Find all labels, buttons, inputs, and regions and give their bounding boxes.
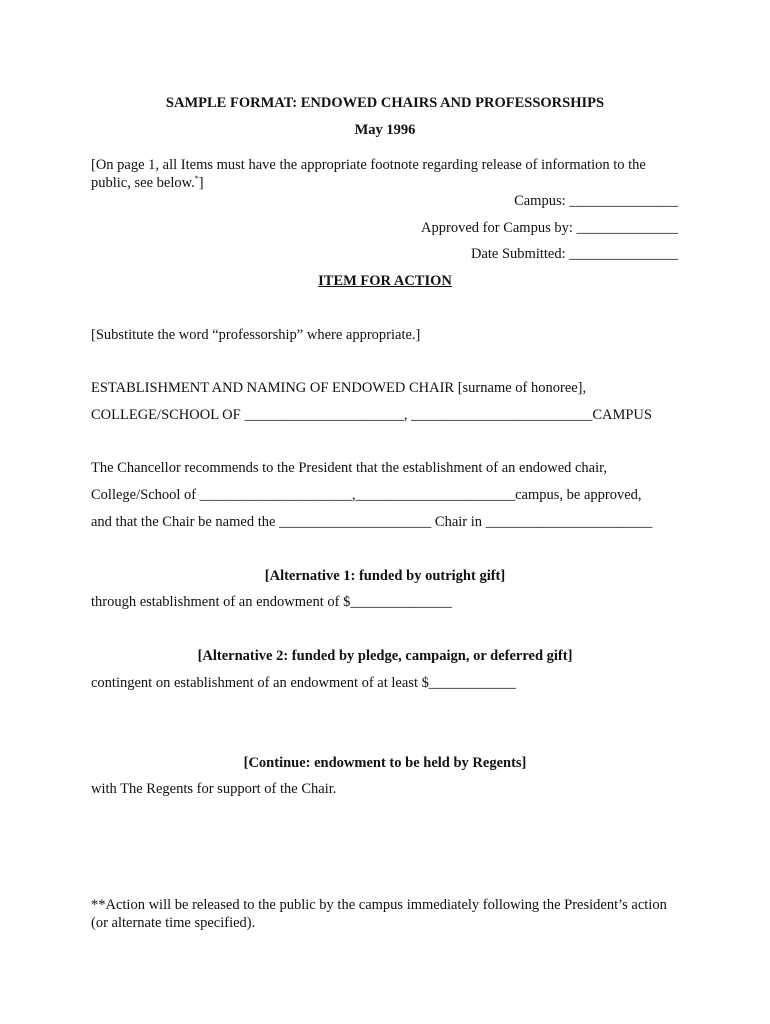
document-date: May 1996: [354, 122, 416, 138]
continue-heading: [Continue: endowment to be held by Regents]: [243, 755, 527, 771]
recommendation-line-3: and that the Chair be named the _____________________ Chair in _______________________: [91, 514, 653, 530]
continue-text: with The Regents for support of the Chair.: [91, 781, 337, 797]
recommendation-line-2: College/School of _____________________,______________________campus, be approved,: [91, 487, 642, 503]
alternative-1-text: through establishment of an endowment of $______________: [91, 594, 452, 610]
alternative-2-heading: [Alternative 2: funded by pledge, campaign, or deferred gift]: [197, 648, 573, 664]
establishment-line-1: ESTABLISHMENT AND NAMING OF ENDOWED CHAIR [surname of honoree],: [91, 380, 587, 396]
item-for-action-heading: ITEM FOR ACTION: [318, 273, 452, 289]
substitute-note: [Substitute the word “professorship” where appropriate.]: [91, 327, 421, 343]
approved-field: Approved for Campus by: ______________: [421, 220, 678, 236]
campus-field: Campus: _______________: [514, 193, 678, 209]
document-title: SAMPLE FORMAT: ENDOWED CHAIRS AND PROFESSORSHIPS: [165, 95, 605, 111]
instruction-note-text: [On page 1, all Items must have the appropriate footnote regarding release of information to the public, see below.: [91, 157, 646, 191]
alternative-1-heading: [Alternative 1: funded by outright gift]: [264, 568, 506, 584]
establishment-line-2: COLLEGE/SCHOOL OF ______________________, _________________________CAMPUS: [91, 407, 652, 423]
instruction-note-close: ]: [198, 175, 204, 191]
footnote-marker: *: [194, 174, 199, 184]
instruction-note: [91, 156, 681, 192]
recommendation-line-1: The Chancellor recommends to the President that the establishment of an endowed chair,: [91, 460, 608, 476]
date-submitted-field: Date Submitted: _______________: [470, 246, 678, 262]
alternative-2-text: contingent on establishment of an endowment of at least $____________: [91, 675, 516, 691]
footnote: **Action will be released to the public by the campus immediately following the President’s action (or alternate time specified).: [91, 897, 667, 931]
